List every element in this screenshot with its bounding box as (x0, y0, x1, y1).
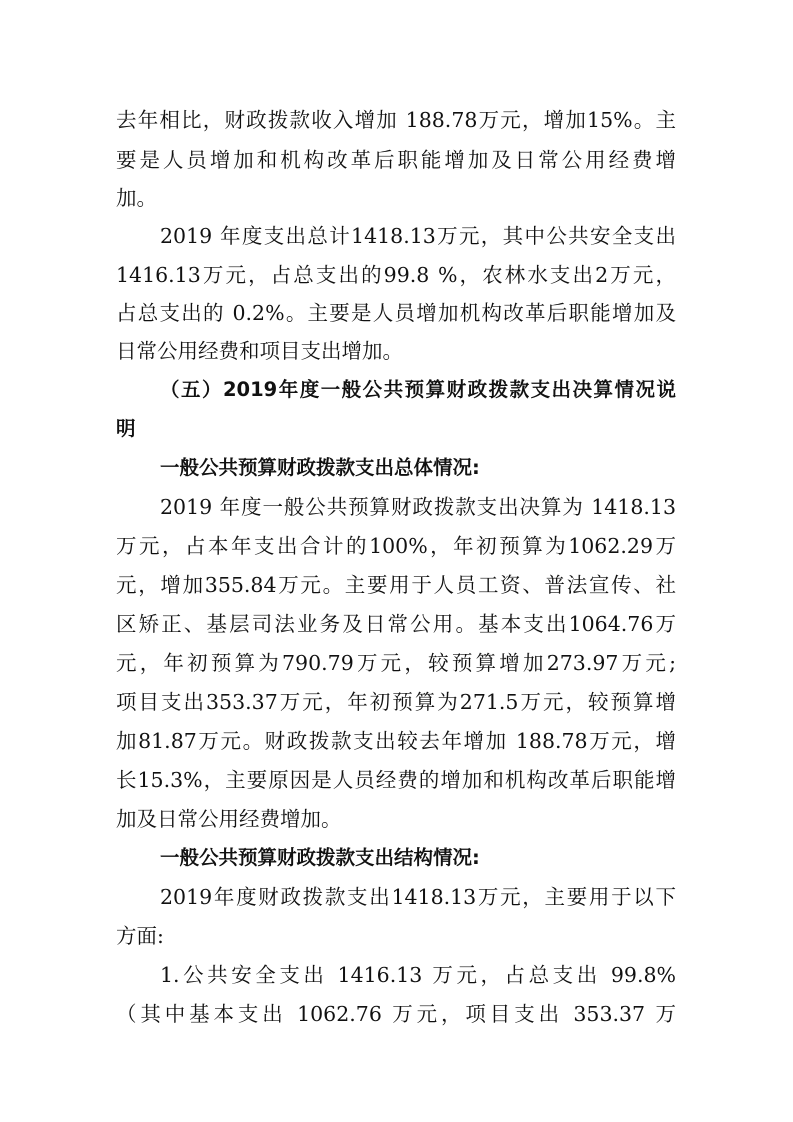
subheading: 一般公共预算财政拨款支出总体情况: (160, 456, 480, 479)
text-line: 要是人员增加和机构改革后职能增加及日常公用经费增 (116, 148, 676, 172)
subheading: 一般公共预算财政拨款支出结构情况: (160, 846, 480, 869)
text-line: 加81.87万元。财政拨款支出较去年增加 188.78万元，增 (116, 729, 676, 753)
list-item: 1.公共安全支出 1416.13 万元，占总支出 99.8% (160, 963, 676, 987)
text-line: 元，年初预算为790.79万元，较预算增加273.97万元; (116, 651, 676, 675)
text-line: 加。 (116, 186, 157, 210)
text-line: 占总支出的 0.2%。主要是人员增加机构改革后职能增加及 (116, 301, 676, 325)
text-line: 去年相比，财政拨款收入增加 188.78万元，增加15%。主 (116, 108, 676, 132)
text-line: 加及日常公用经费增加。 (116, 807, 342, 831)
text-line: 方面: (116, 924, 164, 948)
section-heading: 明 (116, 417, 136, 440)
text-line: 日常公用经费和项目支出增加。 (116, 339, 403, 363)
text-line: 项目支出353.37万元，年初预算为271.5万元，较预算增 (116, 690, 676, 714)
text-line: 长15.3%，主要原因是人员经费的增加和机构改革后职能增 (116, 768, 676, 792)
text-line: 元，增加355.84万元。主要用于人员工资、普法宣传、社 (116, 573, 676, 597)
text-line: 2019年度财政拨款支出1418.13万元，主要用于以下 (160, 885, 676, 909)
text-line: 2019 年度一般公共预算财政拨款支出决算为 1418.13 (160, 495, 676, 519)
text-line: 区矫正、基层司法业务及日常公用。基本支出1064.76万 (116, 612, 676, 636)
text-line: 1416.13万元，占总支出的99.8 %，农林水支出2万元， (116, 263, 676, 287)
section-heading: （五）2019年度一般公共预算财政拨款支出决算情况说 (160, 378, 676, 401)
text-line: 2019 年度支出总计1418.13万元，其中公共安全支出 (160, 224, 676, 248)
text-line: 万元，占本年支出合计的100%，年初预算为1062.29万 (116, 534, 676, 558)
text-line: （其中基本支出 1062.76 万元，项目支出 353.37 万 (116, 1002, 676, 1026)
